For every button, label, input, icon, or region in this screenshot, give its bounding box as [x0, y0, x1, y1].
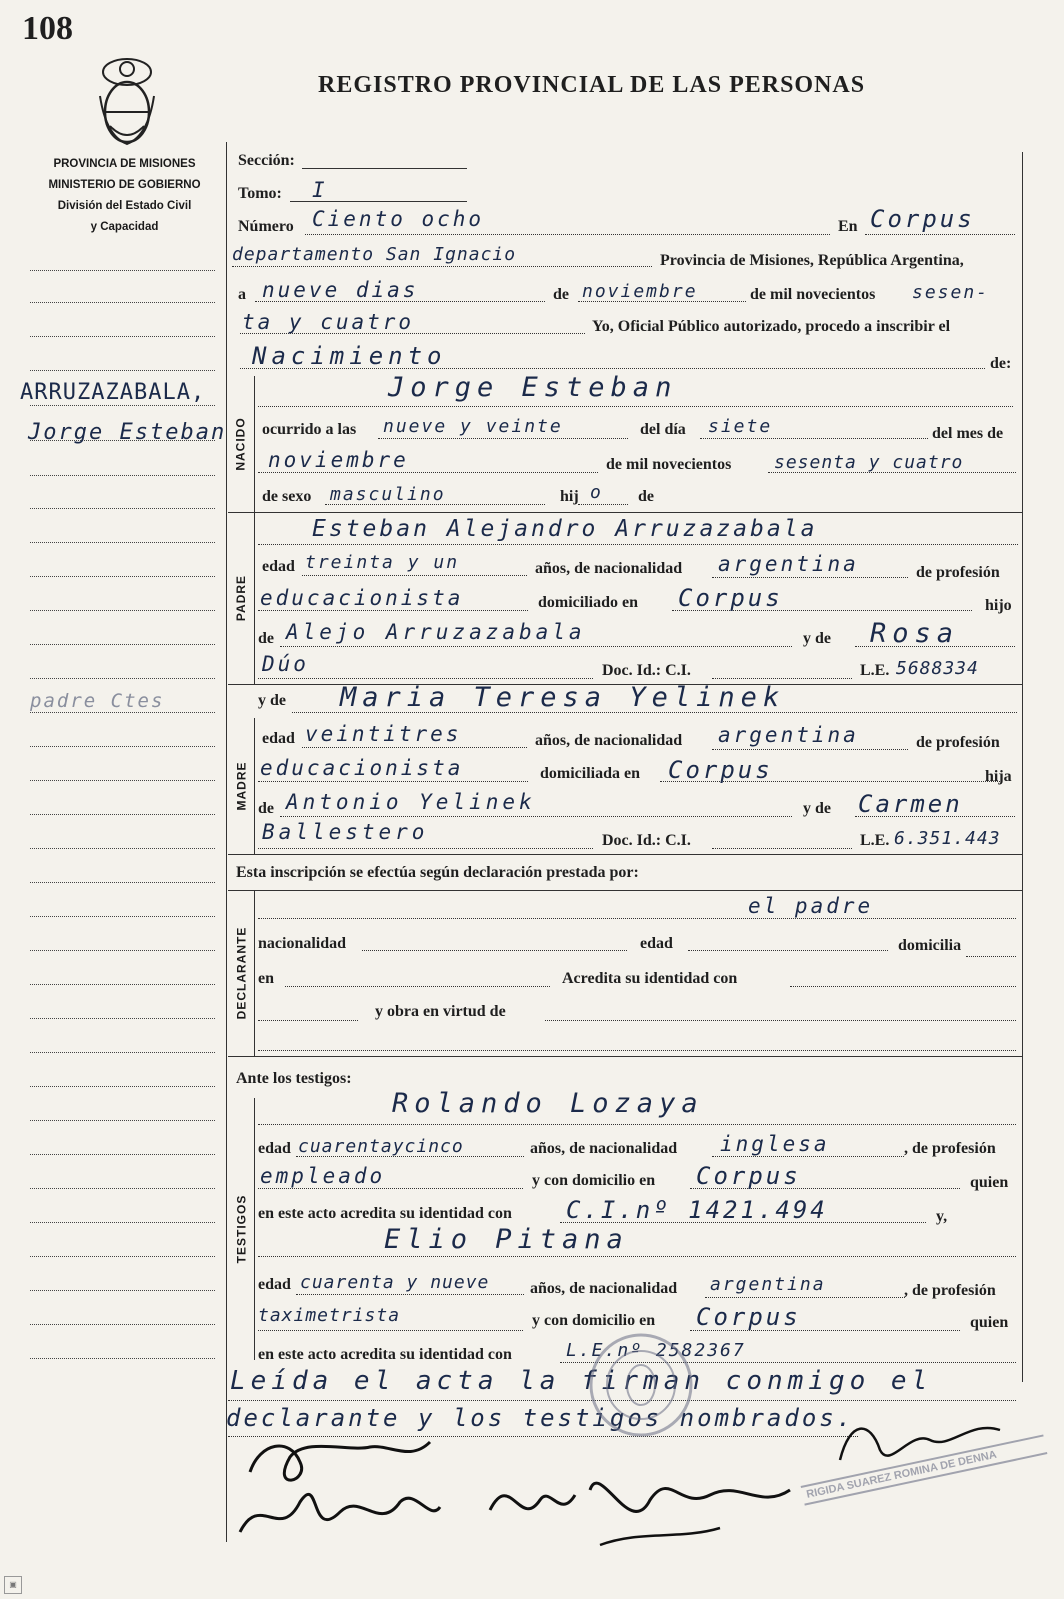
- testigo2-edad-label: edad: [258, 1276, 291, 1293]
- fecha-a-label: a: [238, 286, 246, 303]
- cierre-line-2: declarante y los testigos nombrados.: [226, 1404, 855, 1432]
- margin-annotation: padre Ctes: [30, 690, 165, 712]
- padre-padre-de: Alejo Arruzazabala: [286, 620, 586, 644]
- testigo1-domicilio-label: y con domicilio en: [532, 1172, 656, 1189]
- stamp-text: RIGIDA SUAREZ ROMINA DE DENNA: [801, 1434, 1048, 1505]
- testigo1-edad: cuarentaycinco: [298, 1136, 464, 1157]
- padre-nacionalidad-label: años, de nacionalidad: [535, 560, 683, 577]
- fecha-anio-b: ta y cuatro: [242, 310, 415, 334]
- declarante-en-label: en: [258, 970, 274, 987]
- padre-doc-label: Doc. Id.: C.I.: [602, 662, 691, 679]
- signature-declarante: [230, 1432, 470, 1556]
- org-line-2: MINISTERIO DE GOBIERNO: [48, 179, 201, 191]
- ocurrido-label: ocurrido a las: [262, 421, 357, 438]
- cierre-line-1: Leída el acta la firman conmigo el: [230, 1366, 933, 1396]
- del-dia-label: del día: [640, 421, 686, 438]
- testigo1-quien-label: quien: [970, 1174, 1009, 1191]
- madre-y-de-label: y de: [258, 692, 286, 709]
- testigo1-domicilio: Corpus: [696, 1162, 801, 1190]
- madre-edad: veintitres: [305, 722, 462, 746]
- madre-domicilio-label: domiciliada en: [540, 765, 641, 782]
- tomo-label: Tomo:: [238, 185, 282, 202]
- padre-de-label: de: [258, 630, 274, 647]
- tab-nacido: NACIDO: [228, 376, 255, 512]
- testigo2-domicilio: Corpus: [696, 1303, 801, 1331]
- padre-edad-label: edad: [262, 558, 295, 575]
- padre-y-de-label: y de: [803, 630, 831, 647]
- org-block: [22, 154, 227, 238]
- madre-nacionalidad: argentina: [718, 723, 859, 747]
- testigo2-profesion: taximetrista: [258, 1305, 401, 1326]
- testigo1-nacionalidad: inglesa: [720, 1132, 830, 1156]
- testigo1-doc: C.I.nº 1421.494: [566, 1196, 828, 1224]
- declarante-acredita-label: Acredita su identidad con: [562, 970, 738, 987]
- nacido-dia: siete: [708, 416, 773, 437]
- padre-domicilio-label: domiciliado en: [538, 594, 639, 611]
- testigo2-nacionalidad-label: años, de nacionalidad: [530, 1280, 678, 1297]
- testigos-intro: Ante los testigos:: [236, 1070, 352, 1087]
- testigo2-nacionalidad: argentina: [710, 1274, 826, 1295]
- testigo2-acredita-label: en este acto acredita su identidad con: [258, 1346, 512, 1363]
- nacido-de-label: de: [638, 488, 654, 505]
- fecha-dias: nueve dias: [262, 278, 419, 302]
- nacido-nombre: Jorge Esteban: [388, 372, 678, 403]
- coat-of-arms-icon: [96, 56, 158, 152]
- madre-edad-label: edad: [262, 730, 295, 747]
- fecha-anio-a: sesen-: [912, 282, 990, 303]
- fecha-mil-label: de mil novecientos: [750, 286, 876, 303]
- seccion-line: [302, 168, 467, 169]
- padre-domicilio: Corpus: [678, 584, 783, 612]
- madre-madre-de-a: Carmen: [858, 790, 963, 818]
- madre-profesion: educacionista: [260, 756, 464, 780]
- padre-le-label: L.E.: [860, 662, 890, 679]
- declarante-nombre: el padre: [748, 894, 874, 918]
- testigo2-domicilio-label: y con domicilio en: [532, 1312, 656, 1329]
- padre-nacionalidad: argentina: [718, 552, 859, 576]
- nacido-sexo: masculino: [330, 484, 446, 505]
- margin-surname: ARRUZAZABALA,: [20, 380, 206, 405]
- testigo2-edad: cuarenta y nueve: [300, 1272, 490, 1293]
- madre-y-de2-label: y de: [803, 800, 831, 817]
- testigo2-profesion-label: , de profesión: [904, 1282, 996, 1299]
- tab-declarante: DECLARANTE: [228, 890, 255, 1056]
- madre-profesion-label: de profesión: [916, 734, 1000, 751]
- testigo1-nacionalidad-label: años, de nacionalidad: [530, 1140, 678, 1157]
- declarante-domicilio-label: domicilia: [898, 937, 962, 954]
- scanner-icon: ▣: [4, 1576, 22, 1594]
- fecha-mes: noviembre: [582, 281, 698, 302]
- tab-testigos: TESTIGOS: [228, 1098, 255, 1360]
- testigo2-nombre: Elio Pitana: [384, 1224, 629, 1255]
- departamento-value: departamento San Ignacio: [232, 244, 517, 265]
- seccion-label: Sección:: [238, 152, 295, 169]
- hijo-label: hij: [560, 488, 579, 505]
- tomo-value: I: [312, 178, 328, 202]
- testigo1-profesion-label: , de profesión: [904, 1140, 996, 1157]
- padre-madre-de-a: Rosa: [870, 618, 960, 649]
- numero-label: Número: [238, 218, 294, 235]
- padre-le: 5688334: [896, 658, 979, 679]
- declarante-obra-label: y obra en virtud de: [375, 1003, 506, 1020]
- del-mes-label: del mes de: [932, 425, 1004, 442]
- declarante-edad-label: edad: [640, 935, 673, 952]
- de-end-label: de:: [990, 355, 1012, 372]
- margin-given-name: Jorge Esteban: [28, 420, 227, 445]
- oficial-text: Yo, Oficial Público autorizado, procedo a inscribir el: [592, 318, 951, 335]
- fecha-de-label: de: [553, 286, 569, 303]
- testigo1-y-label: y,: [936, 1208, 948, 1225]
- testigo1-acredita-label: en este acto acredita su identidad con: [258, 1205, 512, 1222]
- tipo-acta: Nacimiento: [252, 342, 447, 370]
- page-number: 108: [22, 10, 73, 47]
- madre-nombre: Maria Teresa Yelinek: [340, 682, 786, 713]
- madre-hija-label: hija: [985, 768, 1012, 785]
- tab-padre: PADRE: [228, 512, 255, 684]
- declarante-nacionalidad-label: nacionalidad: [258, 935, 347, 952]
- org-line-4: y Capacidad: [90, 221, 159, 233]
- madre-domicilio: Corpus: [668, 756, 773, 784]
- org-line-1: PROVINCIA DE MISIONES: [53, 158, 196, 170]
- testigo2-doc: L.E.nº 2582367: [566, 1340, 746, 1361]
- nacido-anio: sesenta y cuatro: [774, 452, 964, 473]
- signature-testigos: [480, 1450, 840, 1564]
- padre-profesion-label: de profesión: [916, 564, 1000, 581]
- padre-madre-de-b: Dúo: [262, 652, 309, 676]
- en-label: En: [838, 218, 858, 235]
- padre-profesion: educacionista: [260, 586, 464, 610]
- hijo-suffix: o: [590, 482, 603, 503]
- tab-madre: MADRE: [228, 718, 255, 854]
- numero-value: Ciento ocho: [312, 207, 485, 231]
- org-line-3: División del Estado Civil: [57, 200, 192, 212]
- provincia-text: Provincia de Misiones, República Argentina,: [660, 252, 964, 269]
- nacido-mes: noviembre: [268, 448, 409, 472]
- nacido-mil-label: de mil novecientos: [606, 456, 732, 473]
- madre-madre-de-b: Ballestero: [262, 820, 429, 844]
- signature-oficial: [830, 1410, 1020, 1484]
- madre-padre-de: Antonio Yelinek: [286, 790, 536, 814]
- sexo-label: de sexo: [262, 488, 312, 505]
- en-value: Corpus: [870, 205, 975, 233]
- padre-hijo-label: hijo: [985, 597, 1012, 614]
- margin-border: [226, 142, 227, 1542]
- madre-doc-label: Doc. Id.: C.I.: [602, 832, 691, 849]
- nacido-hora: nueve y veinte: [383, 416, 563, 437]
- madre-le: 6.351.443: [894, 828, 1001, 849]
- testigo1-edad-label: edad: [258, 1140, 291, 1157]
- official-seal-stamp: [586, 1330, 696, 1444]
- right-border: [1022, 152, 1023, 1382]
- declarante-intro: Esta inscripción se efectúa según declaración prestada por:: [236, 864, 639, 881]
- padre-edad: treinta y un: [305, 552, 460, 573]
- madre-le-label: L.E.: [860, 832, 890, 849]
- testigo1-nombre: Rolando Lozaya: [392, 1088, 704, 1119]
- madre-nacionalidad-label: años, de nacionalidad: [535, 732, 683, 749]
- testigo2-quien-label: quien: [970, 1314, 1009, 1331]
- madre-de-label: de: [258, 800, 274, 817]
- document-title: REGISTRO PROVINCIAL DE LAS PERSONAS: [318, 72, 866, 98]
- padre-nombre: Esteban Alejandro Arruzazabala: [312, 516, 818, 542]
- testigo1-profesion: empleado: [260, 1164, 386, 1188]
